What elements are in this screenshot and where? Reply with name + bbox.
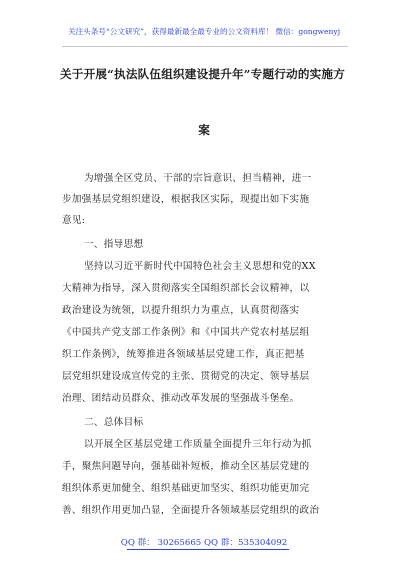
section-heading-1: 一、指导思想 <box>84 239 144 250</box>
section-heading-2: 二、总体目标 <box>84 417 144 428</box>
body-line-16: 善、组织作用更加凸显，全面提升各领域基层党组织的政治 <box>62 505 320 516</box>
footer-contact: QQ 群： 30265665 QQ 群：535304092 <box>120 538 288 548</box>
body-line-2: 步加强基层党组织建设，根据我区实际，现提出如下实施 <box>62 194 310 205</box>
body-line-15: 组织体系更加健全、组织基础更加坚实、组织功能更加完 <box>62 483 310 494</box>
header-banner: 关注头条号“公文研究”，获得最新最全最专业的公文资料库！ 微信：gongwenyj <box>67 27 341 36</box>
body-line-1: 为增强全区党员、干部的宗旨意识、担当精神，进一 <box>84 173 312 184</box>
body-line-9: 织工作条例》，统筹推进各领域基层党建工作，真正把基 <box>62 349 305 360</box>
header-divider <box>62 46 348 47</box>
body-line-7: 政治建设为统领，以提升组织力为重点，认真贯彻落实 <box>62 305 300 316</box>
body-line-8: 《中国共产党支部工作条例》和《中国共产党农村基层组 <box>62 327 310 338</box>
footer-underline <box>127 549 289 550</box>
body-line-14: 手，聚焦问题导向，强基础补短板，推动全区基层党建的 <box>62 461 310 472</box>
body-line-3: 意见: <box>62 215 86 226</box>
body-line-6: 大精神为指导，深入贯彻落实全国组织部长会议精神，以 <box>62 283 310 294</box>
body-line-11: 治理、团结动员群众、推动改革发展的坚强战斗堡垒。 <box>62 393 300 404</box>
document-title-line-2: 案 <box>198 123 210 137</box>
body-line-5: 坚持以习近平新时代中国特色社会主义思想和党的XX <box>84 261 316 272</box>
body-line-13: 以开展全区基层党建工作质量全面提升三年行动为抓 <box>84 439 312 450</box>
body-line-10: 层党组织建设成宣传党的主张、贯彻党的决定、领导基层 <box>62 371 310 382</box>
document-title-line-1: 关于开展“执法队伍组织建设提升年”专题行动的实施方 <box>60 67 345 81</box>
